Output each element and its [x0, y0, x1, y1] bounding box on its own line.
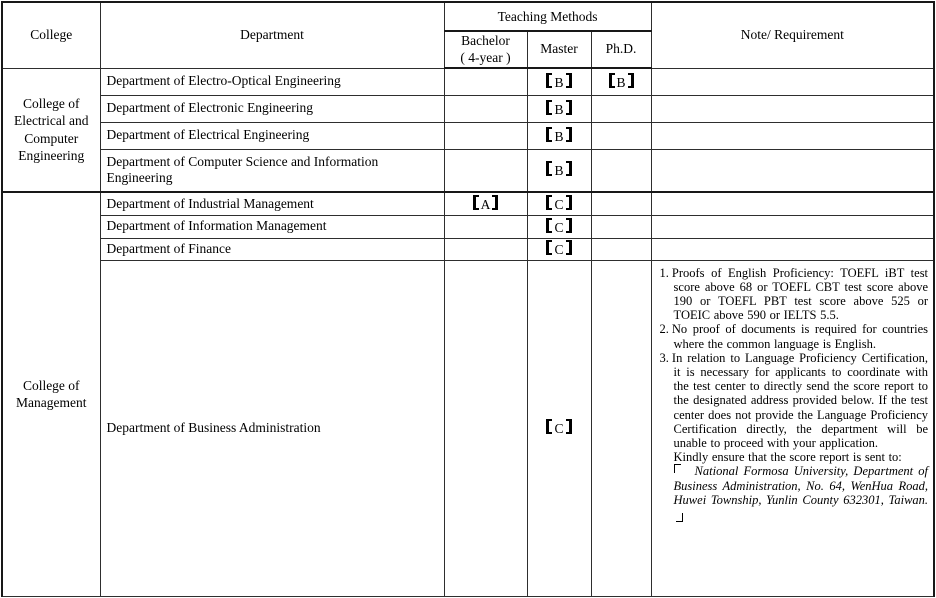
teaching-method-marker: B [546, 75, 571, 90]
teaching-method-marker: C [546, 220, 571, 235]
master-cell [527, 95, 591, 122]
left-lenticular-bracket-icon [609, 73, 615, 88]
teaching-method-marker: A [473, 197, 499, 212]
right-lenticular-bracket-icon [566, 240, 572, 255]
note-column-header: Note/ Requirement [651, 2, 934, 68]
department-column-header: Department [100, 2, 444, 68]
master-cell [527, 192, 591, 215]
department-cell: Department of Information Management [100, 215, 444, 238]
table-row [2, 215, 934, 238]
department-cell: Department of Industrial Management [100, 192, 444, 215]
right-lenticular-bracket-icon [566, 73, 572, 88]
college-column-header: College [2, 2, 100, 68]
master-cell [527, 238, 591, 260]
bachelor-header-line2: ( 4-year ) [460, 49, 511, 65]
table-row [2, 122, 934, 149]
bachelor-header-line1: Bachelor [461, 32, 510, 48]
header-row-1 [2, 2, 934, 31]
master-cell [527, 149, 591, 192]
note-closing-line: Kindly ensure that the score report is sent to: [673, 450, 902, 465]
right-lenticular-bracket-icon [566, 218, 572, 233]
master-cell [527, 215, 591, 238]
bachelor-cell [444, 260, 527, 596]
bachelor-cell [444, 238, 527, 260]
college-group-label-engineering: College of Electrical and Computer Engineering [2, 68, 100, 192]
bachelor-cell [444, 95, 527, 122]
college-group-label-management: College of Management [2, 192, 100, 596]
note-cell [651, 238, 934, 260]
teaching-method-marker: B [546, 129, 571, 144]
phd-cell [591, 122, 651, 149]
left-lenticular-bracket-icon [546, 100, 552, 115]
bachelor-cell [444, 149, 527, 192]
phd-cell [591, 95, 651, 122]
note-item-3: 3. In relation to Language Proficiency Certification, it is necessary for applicants to coordinate with the test center to directly send the score report to the designated address provided below. If the test center does not provide the Language Proficiency Certification directly, the department will be unable to proceed with your application. [659, 350, 929, 450]
master-cell [527, 122, 591, 149]
table-row [2, 149, 934, 192]
department-cell: Department of Business Administration [100, 260, 444, 596]
master-cell [527, 260, 591, 596]
master-column-header: Master [527, 31, 591, 68]
bachelor-cell [444, 68, 527, 95]
right-lenticular-bracket-icon [566, 100, 572, 115]
note-item-1: 1. Proofs of English Proficiency: TOEFL iBT test score above 68 or TOEFL CBT test score above 190 or TOEFL PBT test score above 525 or TOEIC above 590 or IELTS 5.5. [659, 265, 929, 323]
phd-cell [591, 192, 651, 215]
left-lenticular-bracket-icon [546, 240, 552, 255]
phd-cell [591, 238, 651, 260]
table-row [2, 192, 934, 215]
left-lenticular-bracket-icon [546, 73, 552, 88]
right-lenticular-bracket-icon [566, 161, 572, 176]
bachelor-column-header [444, 31, 527, 68]
note-cell [651, 95, 934, 122]
phd-column-header: Ph.D. [591, 31, 651, 68]
department-cell: Department of Finance [100, 238, 444, 260]
note-cell [651, 149, 934, 192]
teaching-method-marker: B [546, 102, 571, 117]
score-report-address: National Formosa University, Department of Business Administration, No. 64, WenHua Road, Huwei Township, Yunlin County 632301, Taiwan. [660, 464, 929, 522]
right-lenticular-bracket-icon [566, 419, 572, 434]
right-lenticular-bracket-icon [492, 195, 498, 210]
bachelor-cell [444, 215, 527, 238]
table-row [2, 95, 934, 122]
note-cell [651, 215, 934, 238]
bachelor-cell [444, 192, 527, 215]
right-lenticular-bracket-icon [628, 73, 634, 88]
teaching-methods-header: Teaching Methods [444, 2, 651, 31]
teaching-method-marker: B [609, 75, 634, 90]
admissions-table [1, 1, 935, 597]
phd-cell [591, 260, 651, 596]
left-lenticular-bracket-icon [546, 161, 552, 176]
department-cell: Department of Electrical Engineering [100, 122, 444, 149]
phd-cell [591, 215, 651, 238]
bachelor-cell [444, 122, 527, 149]
note-cell [651, 122, 934, 149]
table-row [2, 260, 934, 596]
teaching-method-marker: C [546, 421, 571, 436]
note-cell [651, 68, 934, 95]
note-item-2: 2. No proof of documents is required for countries where the common language is English. [659, 322, 929, 351]
phd-cell [591, 149, 651, 192]
left-lenticular-bracket-icon [546, 195, 552, 210]
teaching-method-marker: B [546, 163, 571, 178]
note-requirement-cell [651, 260, 934, 596]
table-row [2, 238, 934, 260]
master-cell [527, 68, 591, 95]
teaching-method-marker: C [546, 197, 571, 212]
right-lenticular-bracket-icon [566, 195, 572, 210]
department-cell: Department of Computer Science and Information Engineering [100, 149, 444, 192]
open-corner-bracket-icon [674, 464, 681, 473]
close-corner-bracket-icon [676, 513, 683, 522]
note-cell [651, 192, 934, 215]
left-lenticular-bracket-icon [546, 127, 552, 142]
teaching-method-marker: C [546, 242, 571, 257]
department-cell: Department of Electronic Engineering [100, 95, 444, 122]
left-lenticular-bracket-icon [546, 419, 552, 434]
right-lenticular-bracket-icon [566, 127, 572, 142]
department-cell: Department of Electro-Optical Engineering [100, 68, 444, 95]
phd-cell [591, 68, 651, 95]
left-lenticular-bracket-icon [546, 218, 552, 233]
left-lenticular-bracket-icon [473, 195, 479, 210]
table-row [2, 68, 934, 95]
